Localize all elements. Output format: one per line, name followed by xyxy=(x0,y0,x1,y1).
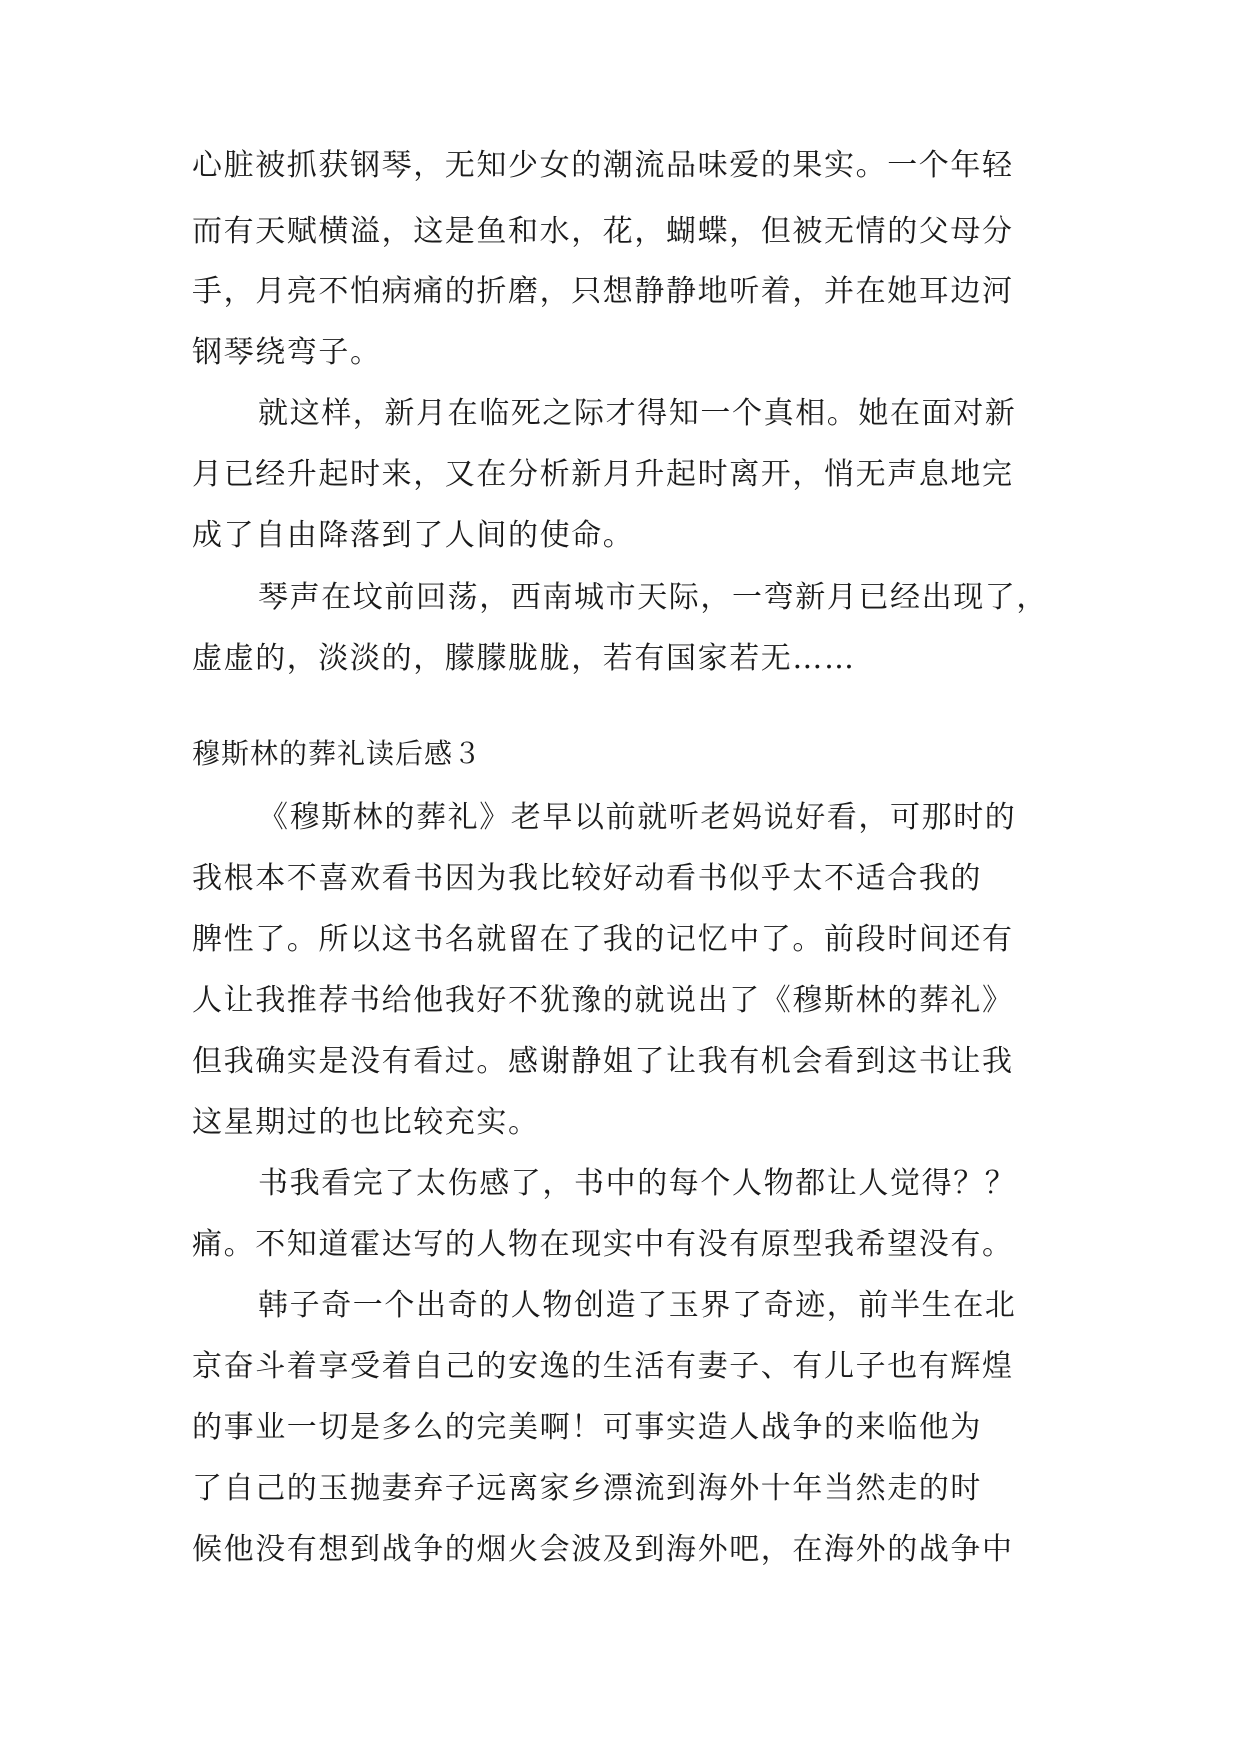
paragraph-line: 钢琴绕弯子。 xyxy=(192,335,382,370)
paragraph-line: 手，月亮不怕病痛的折磨，只想静静地听着，并在她耳边河 xyxy=(192,274,1014,309)
paragraph-line: 人让我推荐书给他我好不犹豫的就说出了《穆斯林的葬礼》 xyxy=(192,983,1014,1018)
paragraph-line: 而有天赋横溢，这是鱼和水，花，蝴蝶，但被无情的父母分 xyxy=(192,214,1014,249)
paragraph-line: 虚虚的，淡淡的，朦朦胧胧，若有国家若无…… xyxy=(192,641,856,676)
paragraph-line: 韩子奇一个出奇的人物创造了玉界了奇迹，前半生在北 xyxy=(258,1288,1017,1323)
paragraph-line: 书我看完了太伤感了，书中的每个人物都让人觉得？？ xyxy=(258,1166,1017,1201)
paragraph-line: 京奋斗着享受着自己的安逸的生活有妻子、有儿子也有辉煌 xyxy=(192,1349,1014,1384)
paragraph-line: 就这样，新月在临死之际才得知一个真相。她在面对新 xyxy=(258,396,1017,431)
paragraph-line: 了自己的玉抛妻弃子远离家乡漂流到海外十年当然走的时 xyxy=(192,1471,982,1506)
paragraph-line: 痛。不知道霍达写的人物在现实中有没有原型我希望没有。 xyxy=(192,1227,1014,1262)
paragraph-line: 脾性了。所以这书名就留在了我的记忆中了。前段时间还有 xyxy=(192,922,1014,957)
paragraph-line: 的事业一切是多么的完美啊！可事实造人战争的来临他为 xyxy=(192,1410,982,1445)
paragraph-line: 月已经升起时来，又在分析新月升起时离开，悄无声息地完 xyxy=(192,457,1014,492)
paragraph-line: 候他没有想到战争的烟火会波及到海外吧，在海外的战争中 xyxy=(192,1532,1014,1567)
paragraph-line: 琴声在坟前回荡，西南城市天际，一弯新月已经出现了， xyxy=(258,580,1048,615)
paragraph-line: 成了自由降落到了人间的使命。 xyxy=(192,518,635,553)
paragraph-line: 《穆斯林的葬礼》老早以前就听老妈说好看，可那时的 xyxy=(258,800,1017,835)
paragraph-line: 但我确实是没有看过。感谢静姐了让我有机会看到这书让我 xyxy=(192,1044,1014,1079)
paragraph-line: 心脏被抓获钢琴，无知少女的潮流品味爱的果实。一个年轻 xyxy=(192,148,1014,183)
paragraph-line: 我根本不喜欢看书因为我比较好动看书似乎太不适合我的 xyxy=(192,861,982,896)
section-heading: 穆斯林的葬礼读后感３ xyxy=(192,737,483,770)
paragraph-line: 这星期过的也比较充实。 xyxy=(192,1105,540,1140)
